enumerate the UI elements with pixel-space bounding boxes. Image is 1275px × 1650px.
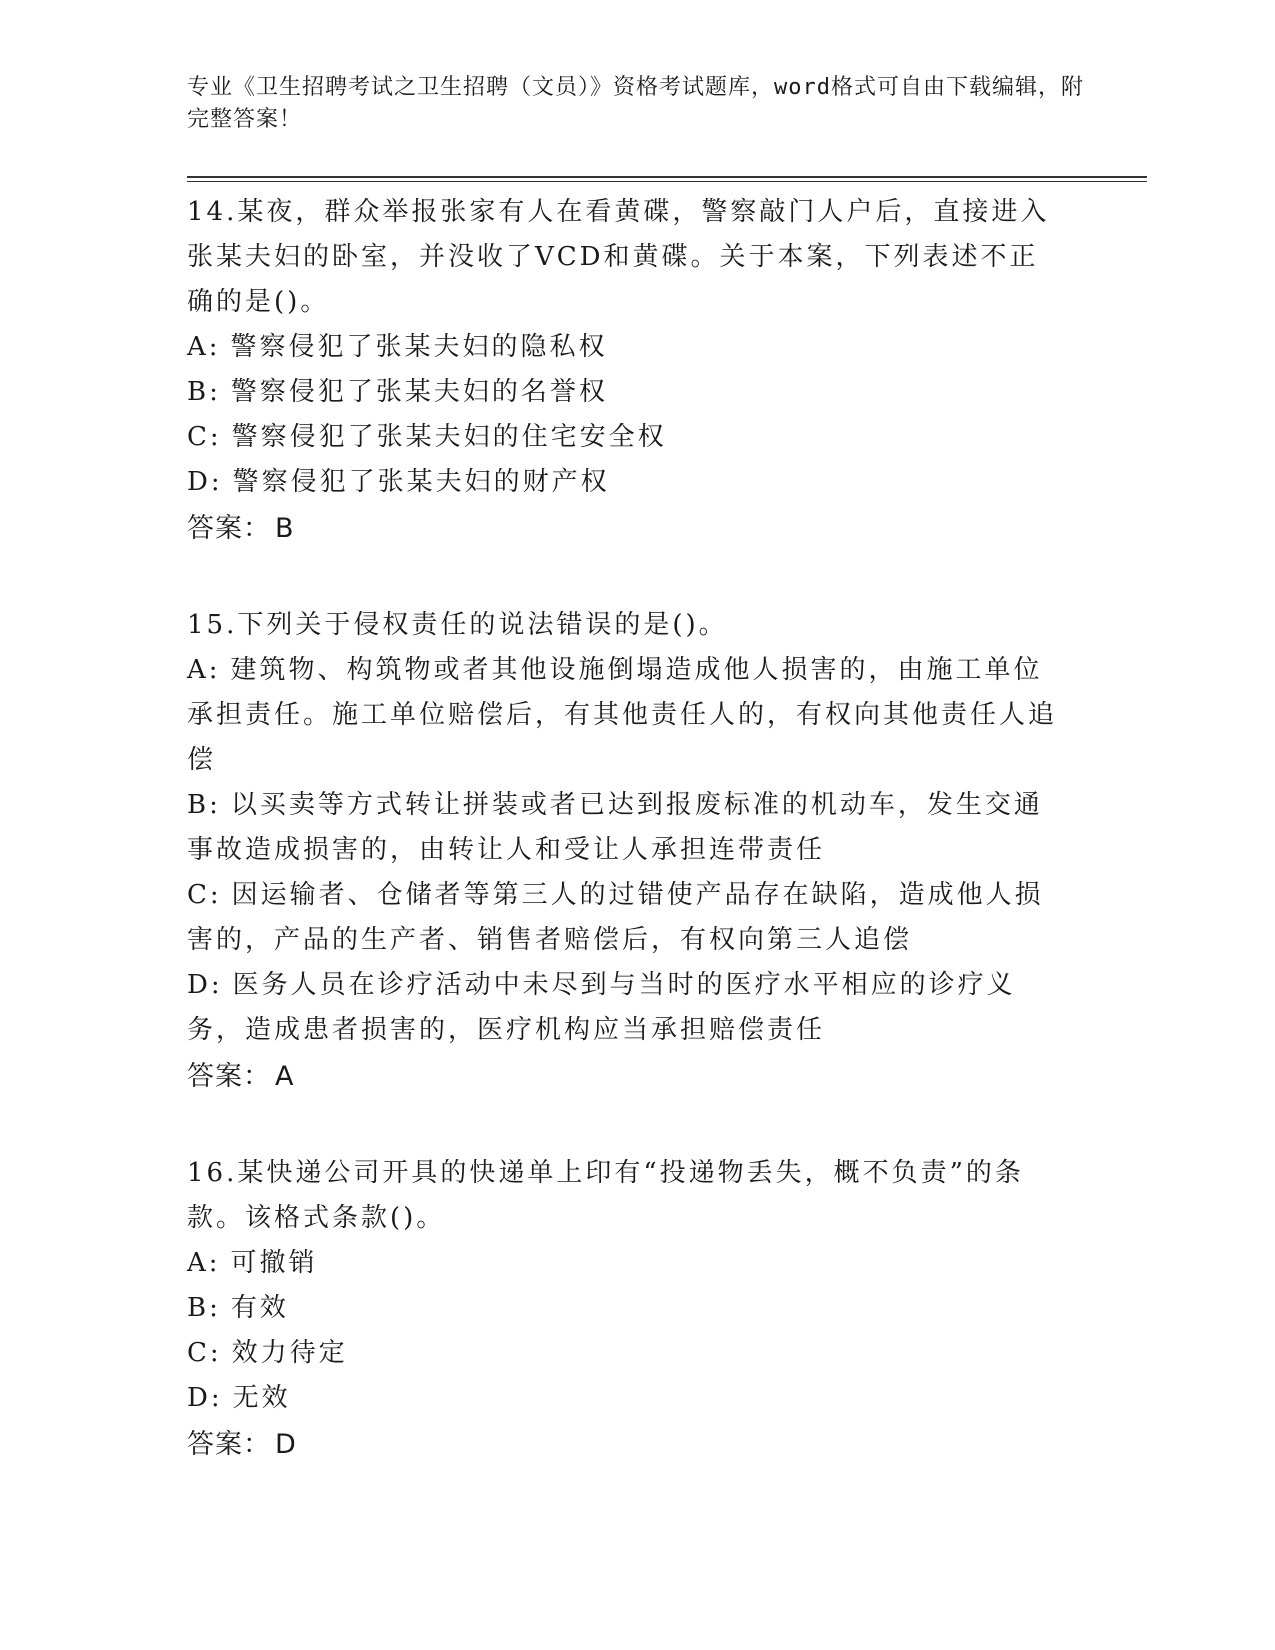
- option-key: B:: [187, 1293, 221, 1323]
- option-key: B:: [187, 377, 221, 407]
- answer-label: 答案：: [187, 1061, 271, 1092]
- answer-label: 答案：: [187, 1429, 271, 1460]
- option-d: [187, 963, 1067, 1053]
- question-stem: 14.某夜，群众举报张家有人在看黄碟，警察敲门人户后，直接进入张某夫妇的卧室，并没收了VCD和黄碟。关于本案，下列表述不正确的是()。: [187, 197, 1050, 317]
- question-stem: 16.某快递公司开具的快递单上印有“投递物丢失，概不负责”的条款。该格式条款()。: [187, 1158, 1024, 1233]
- option-key: A:: [187, 332, 221, 362]
- header-divider: [187, 176, 1147, 182]
- option-text: 医务人员在诊疗活动中未尽到与当时的医疗水平相应的诊疗义务，造成患者损害的，医疗机构应当承担赔偿责任: [187, 970, 1016, 1045]
- answer-value: D: [275, 1429, 297, 1460]
- option-d: [187, 1376, 1067, 1421]
- option-key: A:: [187, 1248, 221, 1278]
- option-c: [187, 873, 1067, 963]
- option-key: C:: [187, 422, 222, 452]
- option-text: 警察侵犯了张某夫妇的隐私权: [230, 332, 608, 362]
- option-text: 建筑物、构筑物或者其他设施倒塌造成他人损害的，由施工单位承担责任。施工单位赔偿后，有其他责任人的，有权向其他责任人追偿: [187, 655, 1058, 775]
- option-text: 有效: [230, 1293, 289, 1323]
- option-text: 无效: [232, 1383, 291, 1413]
- question-14: [187, 190, 1067, 553]
- option-text: 警察侵犯了张某夫妇的名誉权: [230, 377, 608, 407]
- option-b: [187, 370, 1067, 415]
- question-16: [187, 1151, 1067, 1469]
- option-b: [187, 783, 1067, 873]
- question-list: [187, 190, 1067, 1519]
- option-key: D:: [187, 467, 223, 497]
- option-key: A:: [187, 655, 221, 685]
- answer-line: [187, 1053, 1067, 1101]
- option-text: 警察侵犯了张某夫妇的住宅安全权: [231, 422, 667, 452]
- option-text: 可撤销: [230, 1248, 318, 1278]
- option-text: 警察侵犯了张某夫妇的财产权: [232, 467, 610, 497]
- option-key: D:: [187, 1383, 223, 1413]
- option-key: D:: [187, 970, 223, 1000]
- option-text: 效力待定: [231, 1338, 348, 1368]
- option-c: [187, 1331, 1067, 1376]
- answer-value: B: [275, 513, 295, 544]
- option-a: [187, 325, 1067, 370]
- answer-label: 答案：: [187, 513, 271, 544]
- option-b: [187, 1286, 1067, 1331]
- option-c: [187, 415, 1067, 460]
- header-note: 专业《卫生招聘考试之卫生招聘（文员）》资格考试题库，word格式可自由下载编辑，附完整答案！: [187, 75, 1084, 132]
- option-text: 以买卖等方式转让拼装或者已达到报废标准的机动车，发生交通事故造成损害的，由转让人和受让人承担连带责任: [187, 790, 1043, 865]
- answer-line: [187, 1421, 1067, 1469]
- answer-value: A: [275, 1061, 295, 1092]
- question-15: [187, 603, 1067, 1101]
- option-key: C:: [187, 880, 222, 910]
- answer-line: [187, 505, 1067, 553]
- option-text: 因运输者、仓储者等第三人的过错使产品存在缺陷，造成他人损害的，产品的生产者、销售者赔偿后，有权向第三人追偿: [187, 880, 1044, 955]
- option-d: [187, 460, 1067, 505]
- option-key: C:: [187, 1338, 222, 1368]
- option-a: [187, 648, 1067, 783]
- option-key: B:: [187, 790, 221, 820]
- option-a: [187, 1241, 1067, 1286]
- question-stem: 15.下列关于侵权责任的说法错误的是()。: [187, 610, 728, 640]
